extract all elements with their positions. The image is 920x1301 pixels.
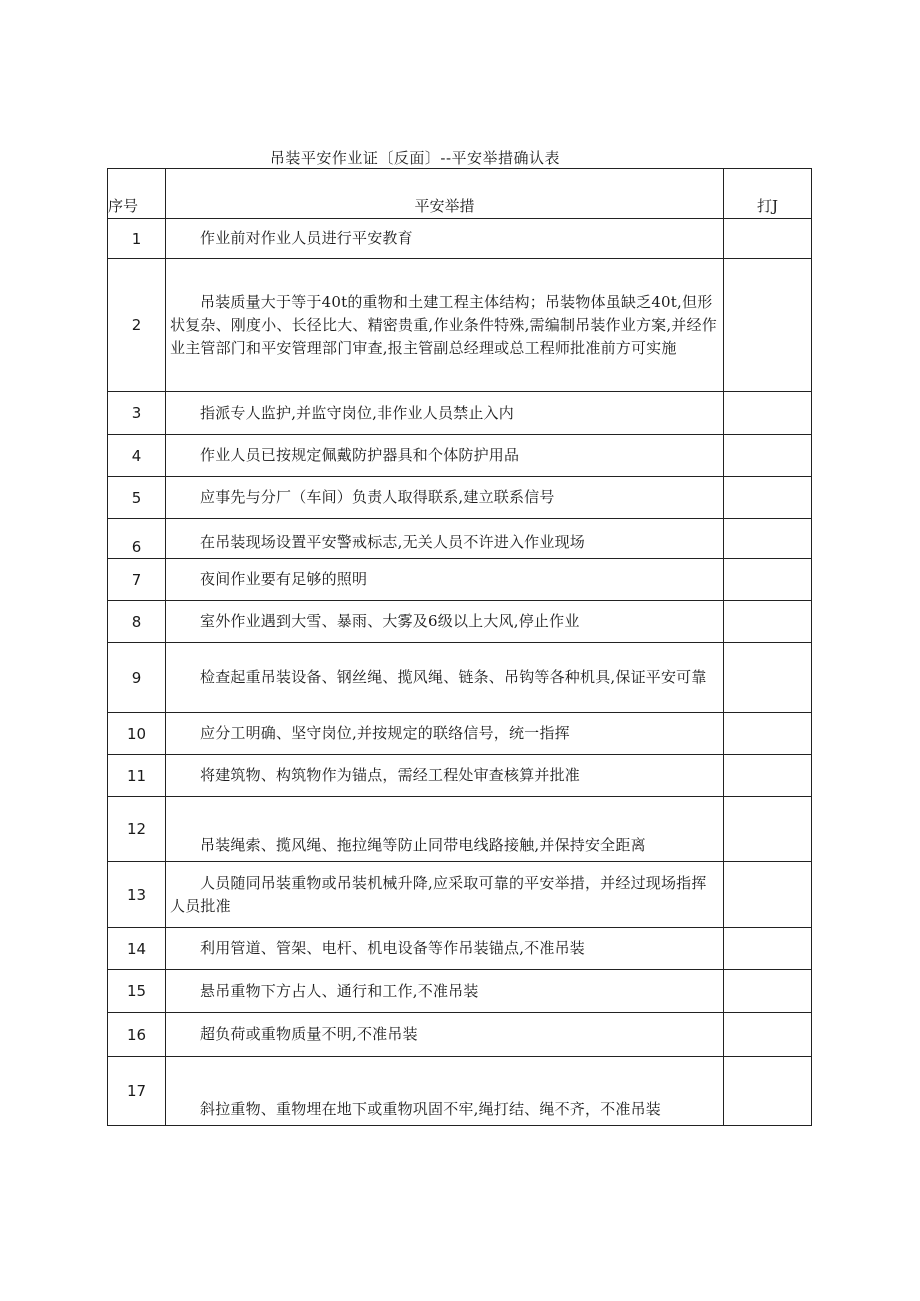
row-check-cell[interactable] <box>724 1013 812 1057</box>
row-number: 15 <box>108 970 166 1013</box>
row-number: 12 <box>108 797 166 862</box>
row-check-cell[interactable] <box>724 259 812 392</box>
row-measure: 作业人员已按规定佩戴防护器具和个体防护用品 <box>166 435 724 477</box>
row-measure: 室外作业遇到大雪、暴雨、大雾及6级以上大风,停止作业 <box>166 601 724 643</box>
row-measure: 应事先与分厂（车间）负责人取得联系,建立联系信号 <box>166 477 724 519</box>
row-check-cell[interactable] <box>724 643 812 713</box>
row-check-cell[interactable] <box>724 392 812 435</box>
row-number: 5 <box>108 477 166 519</box>
header-measure: 平安举措 <box>166 169 724 219</box>
row-measure: 应分工明确、坚守岗位,并按规定的联络信号，统一指挥 <box>166 713 724 755</box>
row-number: 14 <box>108 928 166 970</box>
row-measure: 斜拉重物、重物埋在地下或重物巩固不牢,绳打结、绳不齐，不准吊装 <box>166 1057 724 1126</box>
table-row <box>108 928 812 970</box>
row-measure: 将建筑物、构筑物作为锚点，需经工程处审查核算并批准 <box>166 755 724 797</box>
row-measure: 在吊装现场设置平安警戒标志,无关人员不许进入作业现场 <box>166 519 724 559</box>
row-check-cell[interactable] <box>724 219 812 259</box>
table-row <box>108 713 812 755</box>
table-row <box>108 1013 812 1057</box>
row-check-cell[interactable] <box>724 713 812 755</box>
row-check-cell[interactable] <box>724 559 812 601</box>
row-number: 1 <box>108 219 166 259</box>
table-row <box>108 392 812 435</box>
row-number: 9 <box>108 643 166 713</box>
row-number: 7 <box>108 559 166 601</box>
table-row <box>108 259 812 392</box>
table-row <box>108 797 812 862</box>
header-number: 序号 <box>108 169 166 219</box>
table-row <box>108 219 812 259</box>
row-measure: 超负荷或重物质量不明,不准吊装 <box>166 1013 724 1057</box>
row-number: 16 <box>108 1013 166 1057</box>
row-check-cell[interactable] <box>724 928 812 970</box>
row-measure: 吊装绳索、揽风绳、拖拉绳等防止同带电线路接触,并保持安全距离 <box>166 797 724 862</box>
table-row <box>108 643 812 713</box>
row-measure: 人员随同吊装重物或吊装机械升降,应采取可靠的平安举措，并经过现场指挥人员批准 <box>166 862 724 928</box>
row-number: 11 <box>108 755 166 797</box>
row-measure: 指派专人监护,并监守岗位,非作业人员禁止入内 <box>166 392 724 435</box>
row-number: 3 <box>108 392 166 435</box>
table-row <box>108 970 812 1013</box>
table-row <box>108 862 812 928</box>
document-title: 吊装平安作业证〔反面〕--平安举措确认表 <box>269 149 561 167</box>
header-check: 打J <box>724 169 812 219</box>
row-measure: 检查起重吊装设备、钢丝绳、揽风绳、链条、吊钩等各种机具,保证平安可靠 <box>166 643 724 713</box>
row-check-cell[interactable] <box>724 519 812 559</box>
row-number: 10 <box>108 713 166 755</box>
row-number: 6 <box>108 519 166 559</box>
safety-measures-table <box>107 168 812 1126</box>
row-number: 4 <box>108 435 166 477</box>
table-row <box>108 519 812 559</box>
row-check-cell[interactable] <box>724 862 812 928</box>
row-number: 8 <box>108 601 166 643</box>
row-check-cell[interactable] <box>724 601 812 643</box>
row-check-cell[interactable] <box>724 797 812 862</box>
row-number: 13 <box>108 862 166 928</box>
row-check-cell[interactable] <box>724 755 812 797</box>
table-row <box>108 1057 812 1126</box>
table-row <box>108 477 812 519</box>
row-measure: 作业前对作业人员进行平安教育 <box>166 219 724 259</box>
row-number: 17 <box>108 1057 166 1126</box>
table-row <box>108 755 812 797</box>
table-header-row <box>108 169 812 219</box>
row-measure: 吊装质量大于等于40t的重物和土建工程主体结构；吊装物体虽缺乏40t,但形状复杂、刚度小、长径比大、精密贵重,作业条件特殊,需编制吊装作业方案,并经作业主管部门和平安管理部门审查,报主管副总经理或总工程师批准前方可实施 <box>166 259 724 392</box>
row-check-cell[interactable] <box>724 1057 812 1126</box>
row-measure: 夜间作业要有足够的照明 <box>166 559 724 601</box>
row-check-cell[interactable] <box>724 435 812 477</box>
row-check-cell[interactable] <box>724 477 812 519</box>
row-measure: 利用管道、管架、电杆、机电设备等作吊装锚点,不准吊装 <box>166 928 724 970</box>
table-row <box>108 601 812 643</box>
row-number: 2 <box>108 259 166 392</box>
row-check-cell[interactable] <box>724 970 812 1013</box>
table-row <box>108 559 812 601</box>
table-row <box>108 435 812 477</box>
row-measure: 悬吊重物下方占人、通行和工作,不准吊装 <box>166 970 724 1013</box>
